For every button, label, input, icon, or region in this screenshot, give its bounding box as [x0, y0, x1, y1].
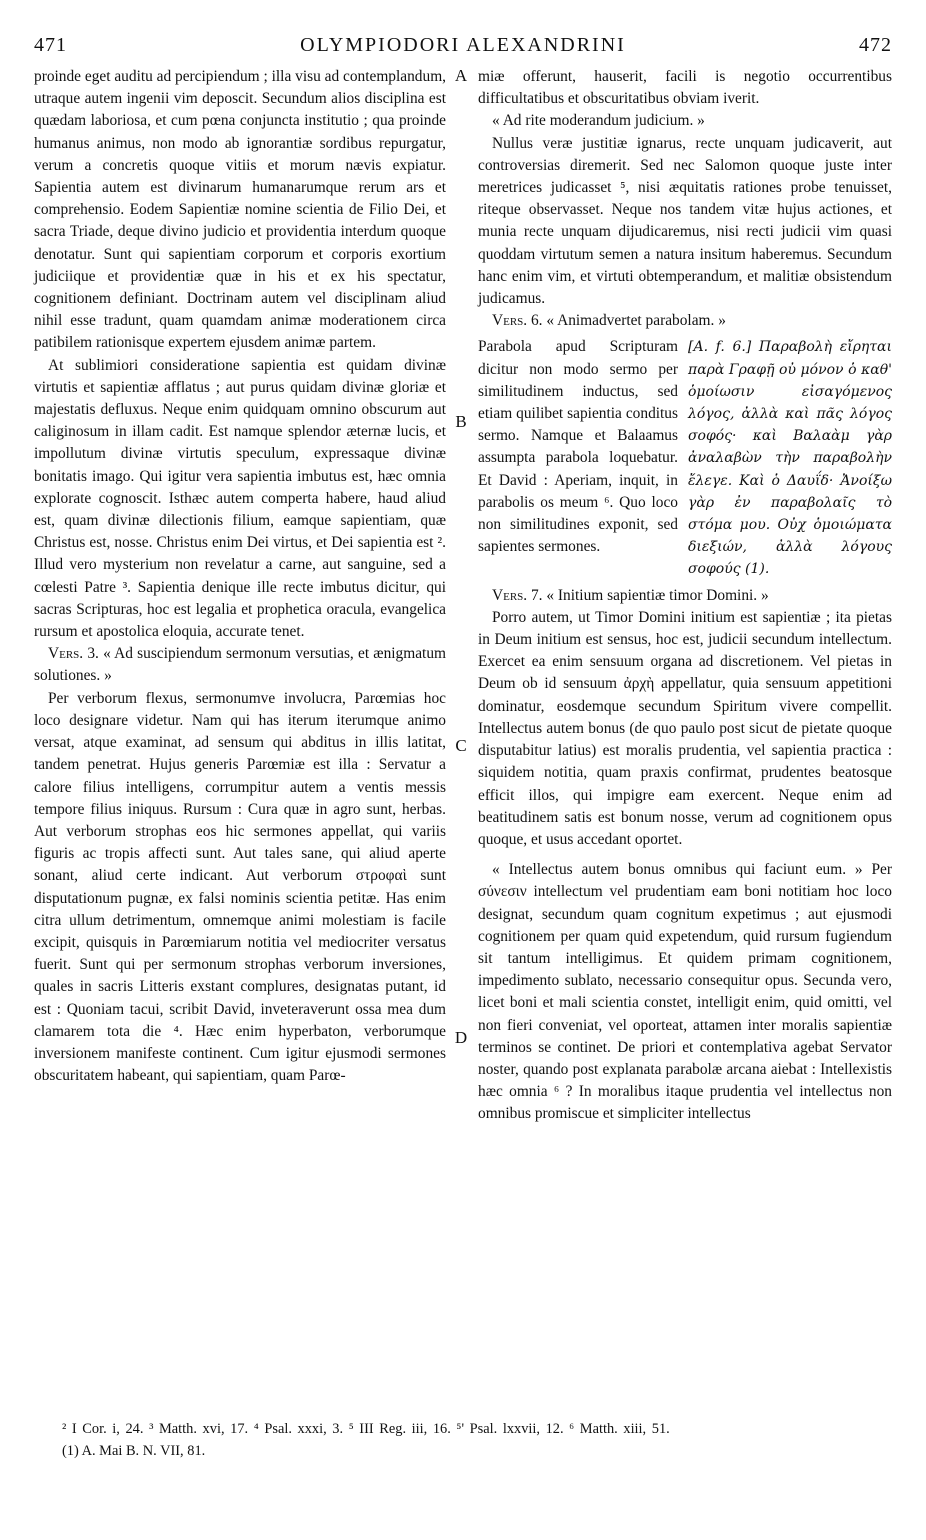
greek-column: [A. f. 6.] Παραβολὴ εἴρηται παρὰ Γραφῇ οὐ μόνον ὁ καθ' ὁμοίωσιν εἰσαγόμενος λόγος, ἀλλὰ καὶ πᾶς λόγος σοφός· καὶ Βαλαὰμ γὰρ ἀναλαβὼν τὴν παραβολὴν ἔλεγε. Καὶ ὁ Δαυΐδ· Ἀνοίξω γὰρ ἐν παραβολαῖς τὸ στόμα μου. Οὐχ ὁμοιώματα διεξιών, ἀλλὰ λόγους σοφούς (1).	[688, 339, 892, 578]
verse-3-heading	[34, 643, 446, 687]
page-header	[34, 34, 892, 64]
page-number-left: 471	[34, 34, 67, 56]
latin-column: Parabola apud Scripturam dicitur non modo sermo per similitudinem inductus, sed etiam quilibet sapientia conditus sermo. Namque et Balaamus assumpta parabola loquebatur. Et David : Aperiam, inquit, in parabolis os meum ⁶. Quo loco non similitudines exponit, sed sapientes sermones.	[478, 338, 678, 556]
footnote-references: ² I Cor. i, 24. ³ Matth. xvi, 17. ⁴ Psal. xxxi, 3. ⁵ III Reg. iii, 16. ⁵' Psal. lxxvii, 12. ⁶ Matth. xiii, 51.	[62, 1421, 670, 1437]
verse-7-label: Vers. 7.	[492, 586, 543, 604]
quote-judicium: « Ad rite moderandum judicium. »	[492, 112, 705, 130]
left-paragraph-1: proinde eget auditu ad percipiendum ; illa visu ad contemplandum, utraque autem ingenii vim deposcit. Secundum alios disciplina est quædam laboriosa, et cum pœna conjuncta institutio ; qua proinde humanus animus, non modo ab ignorantiæ sordibus repurgatur, verum a concretis quoque vitiis et morum nævis expiatur. Sapientia autem est divinarum humanarumque rerum ars et comprehensio. Eodem Sapientiæ nomine scientia de Filio Dei, et sacra Triade, deque divino judicio et providentia interdum quoque denotatur. Sunt qui sapientiam corporum et corporis exortium judiciique et providentiæ quæ in his et ex his spectatur, cognitionem definiant. Doctrinam autem vel disciplinam aliud nihil esse tradunt, quam quamdam animæ moderationem circa patibilem rationisque expertem ejusdem animæ partem.	[34, 68, 447, 352]
page-number-right: 472	[859, 34, 892, 56]
verse-7-text: « Initium sapientiæ timor Domini. »	[546, 586, 769, 604]
section-marker-c: C	[455, 736, 467, 755]
parallel-text-block	[478, 336, 892, 580]
verse-3-text: « Ad suscipiendum sermonum versutias, et ænigmatum solutiones. »	[34, 645, 446, 685]
verse-7-heading	[478, 585, 892, 607]
right-paragraph-3: Porro autem, ut Timor Domini initium est sapientiæ ; ita pietas in Deum initium est sensus, hoc est, judicii secundum intellectum. Exercet ea enim sensuum organa ad discretionem. Vel pietas in Deum ob id sensuum ἀρχὴ appellatur, quia sensuum appetitioni dominatur, eosdemque secundum Spiritum vivere compellit. Intellectus autem bonus (de quo paulo post sicut de pietate quoque disputabitur latius) est moralis prudentia, vel sapientia practica : siquidem notitia, quam praxis confirmat, prudentes beatosque efficit illos, qui impigre eam exercent. Neque enim ad beatitudinem satis est bonum nosse, verum ad cognitionem opus quoque, et usus accedant oportet.	[478, 608, 892, 848]
right-column	[478, 66, 892, 1126]
section-marker-b: B	[455, 412, 467, 431]
left-paragraph-3: Per verborum flexus, sermonumve involucra, Parœmias hoc loco designare videtur. Nam qui has iterum iterumque animo versat, atque examinat, ad sensum qui abditus in illis latitat, tandem penetrat. Hujus generis Parœmiæ est illa : Servatur a calore filius intelligens, corrumpitur autem a ventis messis tempore filius iniquus. Rursum : Cura quæ in agro sunt, herbas. Aut verborum strophas eos hic sermones appellat, qui variis figuris ac tropis affecti sunt. Aut tales sane, qui aliud aperte sonant, aliud certe indicant. Aut verborum στροφαὶ sunt disputationum pugnæ, ex falsi nominis scientia petitæ. Has enim citra ullum detrimentum, omnemque animi molestiam is facile excipit, quisquis in Parœmiarum notitia vel mediocriter versatus fuerit. Sunt qui per sermonum strophas verborum inversiones, quales in sacris Litteris exstant complures, designatas putant, id est : Quoniam tacui, scribit David, inveteraverunt ossa mea dum clamarem tota die ⁴. Hæc enim hyperbaton, verborumque inversionem manifeste continent. Cum igitur ejusmodi sermones obscuritatem habeant, qui sapientiam, quam Parœ-	[34, 689, 446, 1085]
verse-6-text: « Animadvertet parabolam. »	[546, 312, 726, 330]
right-paragraph-2: Nullus veræ justitiæ ignarus, recte unquam judicaverit, aut controversias diremerit. Sed nec Salomon quoque juste inter meretrices judicasset ⁵, nisi æquitatis rationes probe tenuisset, riteque observasset. Neque nos tandem vitæ hujus actiones, et munia recte unquam dijudicaremus, nisi recti judicii vim quasi quoddam virtutum semen a natura insitum haberemus. Secundum hanc enim vim, et virtuti obtemperandum, et malitiæ obsistendum judicamus.	[478, 134, 892, 308]
left-column	[34, 66, 446, 1087]
right-paragraph-1: miæ offerunt, hauserit, facili is negotio occurrentibus difficultatibus et obscuritatibus obviam iverit.	[478, 68, 892, 108]
footnote-source: (1) A. Mai B. N. VII, 81.	[62, 1443, 206, 1459]
footnotes	[62, 1418, 892, 1462]
right-paragraph-4: « Intellectus autem bonus omnibus qui faciunt eum. » Per σύνεσιν intellectum vel prudentiam eam boni notitiam hoc loco designat, secundum quam cognitum expetimus ; aut ejusmodi cognitionem per quam quid expetendum, quid rursum fugiendum sit tantum intelligimus. Et quidem primam cognitionem, impedimento sublato, necessario consequitur opus. Secunda vero, licet boni et mali scientia constet, intelligit enim, quid omitti, vel non fieri conveniat, vel oporteat, attamen inter moralis sapientiæ terminos se continet. De priori et contemplativa agebat Servator noster, quando post explanata parabolæ arcana aiebat : Intellexistis hæc omnia ⁶ ? In moralibus itaque prudentia vel intellectus non omnibus promiscue et simpliciter intellectus	[478, 861, 892, 1123]
verse-6-heading	[478, 310, 892, 332]
verse-6-label: Vers. 6.	[492, 312, 543, 330]
section-marker-a: A	[454, 66, 468, 85]
section-marker-d: D	[454, 1028, 468, 1047]
verse-3-label: Vers. 3.	[48, 645, 99, 663]
left-paragraph-2: At sublimiori consideratione sapientia est quidam divinæ virtutis et sapientiæ afflatus ; aut purus quidam divinæ gloriæ et majestatis defluxus. Neque enim quidquam omnino obscurum aut caliginosum in illam cadit. Est namque splendor æternæ lucis, et impollutum divinæ virtutis speculum, expressaque divinæ bonitatis imago. Qui igitur vera sapientia imbutus est, hæc omnia explorate cognoscit. Isthæc autem comperta habere, haud aliud est, quam divinæ dilectionis filium, eamque sapientiam, quæ Christus est, nosse. Christus enim Dei virtus, et Dei sapientia est ². Illud vero mysterium non revelatur a carne, aut sanguine, sed a cœlesti Patre ³. Sapientia denique ille recte imbutus dicitur, qui sacras Scripturas, hoc est legalia et prophetica oracula, evangelica rursum et apostolica eloquia, accurate tenet.	[34, 356, 446, 641]
running-title: OLYMPIODORI ALEXANDRINI	[300, 34, 626, 56]
